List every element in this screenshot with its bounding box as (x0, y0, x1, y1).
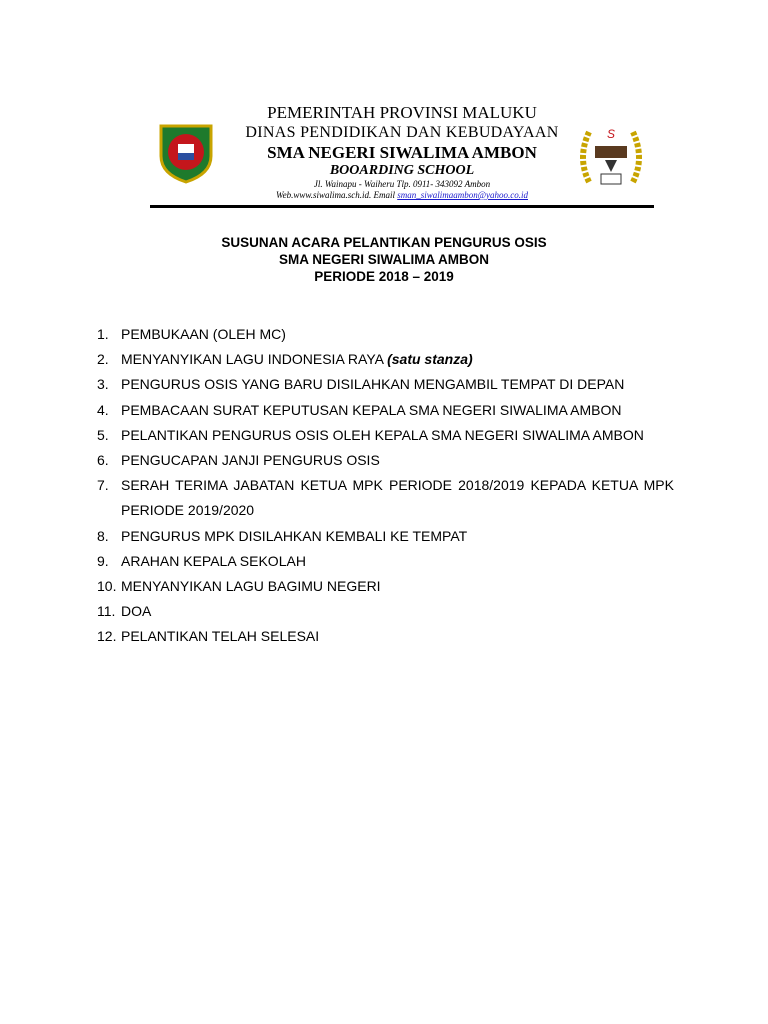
agenda-item (97, 574, 674, 599)
item-number: 10. (97, 578, 117, 595)
item-number: 8. (97, 527, 109, 544)
agenda-item (97, 524, 674, 549)
agenda-list (97, 322, 674, 650)
item-text: MENYANYIKAN LAGU BAGIMU NEGERI (121, 578, 381, 595)
item-text: SERAH TERIMA JABATAN KETUA MPK PERIODE 2018/2019 KEPADA KETUA MPK PERIODE 2019/2020 (121, 477, 674, 519)
address: Jl. Wainapu - Waiheru Tlp. 0911- 343092 Ambon (313, 179, 491, 189)
title-line-3: PERIODE 2018 – 2019 (314, 269, 454, 284)
web-label: Web.www.siwalima.sch.id. Email (275, 190, 398, 200)
agenda-item (97, 398, 674, 423)
item-number: 11. (97, 603, 116, 620)
agenda-item (97, 549, 674, 574)
item-number: 6. (97, 452, 109, 469)
item-text: PEMBUKAAN (OLEH MC) (121, 326, 286, 342)
item-number: 12. (97, 628, 117, 645)
document-title (0, 234, 768, 285)
item-text: PELANTIKAN PENGURUS OSIS OLEH KEPALA SMA NEGERI SIWALIMA AMBON (121, 426, 644, 443)
item-number: 7. (97, 477, 109, 494)
agenda-item (97, 448, 674, 473)
item-text: PELANTIKAN TELAH SELESAI (121, 628, 320, 645)
letterhead-divider (150, 205, 654, 208)
item-number: 3. (97, 376, 109, 393)
item-number: 4. (97, 401, 109, 418)
school-subtitle: BOOARDING SCHOOL (329, 163, 475, 178)
item-text: PENGUCAPAN JANJI PENGURUS OSIS (121, 452, 380, 469)
contact-line (150, 190, 654, 201)
item-number: 1. (97, 326, 109, 342)
item-emphasis: (satu stanza) (387, 351, 473, 368)
item-text: ARAHAN KEPALA SEKOLAH (121, 552, 306, 569)
agenda-item (97, 624, 674, 649)
agenda-item (97, 473, 674, 523)
item-text: PEMBACAAN SURAT KEPUTUSAN KEPALA SMA NEGERI SIWALIMA AMBON (121, 401, 622, 418)
item-text: PENGURUS OSIS YANG BARU DISILAHKAN MENGAMBIL TEMPAT DI DEPAN (121, 376, 625, 393)
item-number: 2. (97, 351, 109, 368)
item-number: 5. (97, 426, 109, 443)
agenda-item (97, 372, 674, 397)
letterhead (150, 102, 654, 201)
school-name: SMA NEGERI SIWALIMA AMBON (267, 143, 537, 162)
title-line-1: SUSUNAN ACARA PELANTIKAN PENGURUS OSIS (221, 235, 547, 250)
government-name: PEMERINTAH PROVINSI MALUKU (267, 103, 537, 122)
item-text: DOA (121, 603, 152, 620)
agenda-item (97, 599, 674, 624)
department-name: DINAS PENDIDIKAN DAN KEBUDAYAAN (245, 124, 559, 141)
agenda-item (97, 347, 674, 372)
item-text: PENGURUS MPK DISILAHKAN KEMBALI KE TEMPAT (121, 527, 468, 544)
title-line-2: SMA NEGERI SIWALIMA AMBON (279, 252, 489, 267)
item-number: 9. (97, 552, 109, 569)
agenda-item (97, 423, 674, 448)
item-text: MENYANYIKAN LAGU INDONESIA RAYA (satu stanza) (121, 351, 473, 368)
agenda-item (97, 322, 674, 347)
email-link[interactable]: sman_siwalimaambon@yahoo.co.id (397, 190, 529, 200)
svg-text:S: S (606, 127, 616, 141)
